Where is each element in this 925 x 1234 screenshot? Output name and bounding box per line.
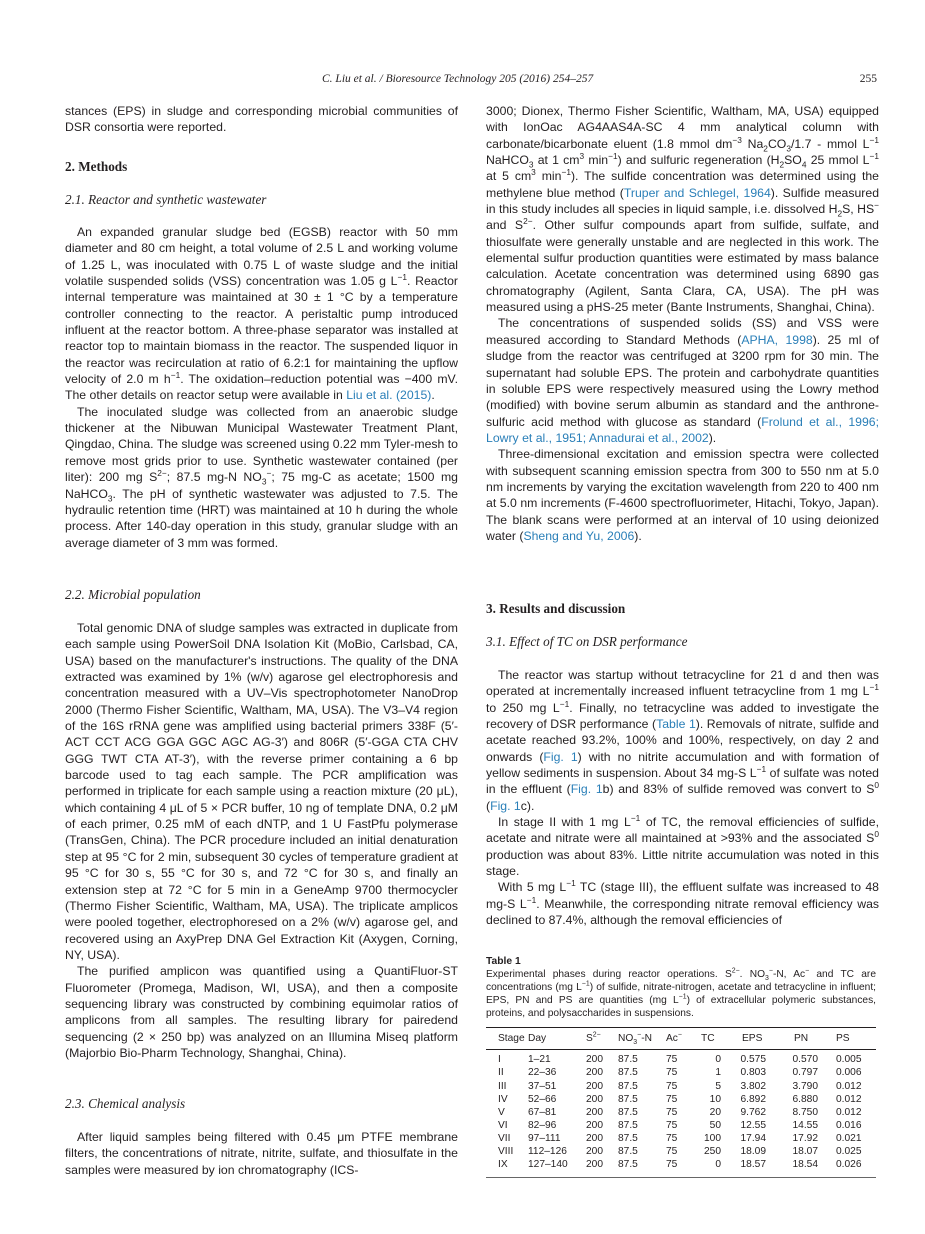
table-row [486, 1049, 876, 1066]
col-header-sulfide: $S^{2-}$ [586, 1031, 601, 1044]
col-header-eps: EPS [742, 1032, 763, 1044]
fig-1-link[interactable]: Fig. 1 [543, 749, 578, 764]
cell-no3: 87.5 [618, 1146, 638, 1158]
cell-ac: 75 [666, 1080, 678, 1092]
cell-no3: 87.5 [618, 1080, 638, 1092]
fig-1c-link[interactable]: Fig. 1 [490, 798, 521, 813]
intro-continuation: stances (EPS) in sludge and corresponding microbial communities of DSR consortia were reported. [65, 104, 458, 135]
cell-s: 200 [586, 1119, 603, 1131]
cell-ac: 75 [666, 1106, 678, 1118]
cell-no3: 87.5 [618, 1119, 638, 1131]
table-row [486, 1145, 876, 1158]
cell-ps: 0.016 [836, 1119, 862, 1131]
cell-pn: 3.790 [792, 1080, 818, 1092]
cell-ps: 0.012 [836, 1106, 862, 1118]
subsection-2-2 [65, 587, 458, 603]
cell-no3: 87.5 [618, 1106, 638, 1118]
cell-ac: 75 [666, 1119, 678, 1131]
table-1-data [486, 1028, 876, 1171]
paragraph-reactor-startup: The reactor was startup without tetracycline for 21 d and then was operated at incrementally increased influent tetracycline from 1 mg $L^{-1}$ to 250 mg $L^{-1}$. Finally, no tetracycline was added to investigate the recovery of DSR performance (Table 1). Removals of nitrate, sulfide and acetate reached 93.2%, 100% and 100%, respectively, on day 2 and onwards (Fig. 1) with no nitrite accumulation and with formation of yellow sediments in suspension. About 34 mg-S $L^{-1}$ of sulfate was noted in the effluent (Fig. 1b) and 83% of sulfide removed was convert to $S^0$ (Fig. 1c). [486, 668, 880, 813]
table-row [486, 1066, 876, 1079]
cell-no3: 87.5 [618, 1132, 638, 1144]
table-title: Table 1 [486, 956, 521, 967]
col-header-day: Day [528, 1032, 547, 1044]
table-row [486, 1158, 876, 1171]
citation-link-frolund-lowry-annadurai[interactable]: Frolund et al., 1996; Lowry et al., 1951; Annadurai et al., 2002 [486, 414, 879, 445]
paragraph-chemical-analysis: After liquid samples being filtered with 0.45 μm PTFE membrane filters, the concentrations of nitrate, nitrite, sulfate, and thiosulfate in the samples were measured by ion chromatography (ICS- [65, 1130, 458, 1177]
table-caption: Experimental phases during reactor operations. $S^{2-}$. $NO_3^--N$, Ac− and TC are concentrations (mg $L^{-1}$) of sulfide, nitrate-nitrogen, acetate and tetracycline in influent; EPS, PN and PS are quantities (mg $L^{-1}$) of extracellular polymeric substances, proteins, and polysaccharides in suspensions. [486, 967, 877, 1020]
cell-eps: 12.55 [740, 1119, 766, 1131]
cell-ac: 75 [666, 1093, 678, 1105]
paragraph-suspended-solids: The concentrations of suspended solids (SS) and VSS were measured according to Standard Methods (APHA, 1998). 25 ml of sludge from the reactor was centrifuged at 3200 rpm for 30 min. The supernatant had soluble EPS. The protein and carbohydrate quantities in soluble EPS were respectively measured using the Lowry method (modified) with bovine serum albumin as standard and the anthrone-sulfuric acid method with glucose as standard (Frolund et al., 1996; Lowry et al., 1951; Annadurai et al., 2002). [486, 316, 879, 445]
subsection-heading-2-3: 2.3. Chemical analysis [65, 1096, 186, 1111]
paragraph-stage-ii: In stage II with 1 mg $L^{-1}$ of TC, the removal efficiencies of sulfide, acetate and nitrate were all maintained at >93% and the associated $S^0$ production was about 83%. Little nitrite accumulation was noted in this stage. [486, 813, 879, 879]
cell-day: 52–66 [528, 1093, 557, 1105]
running-header [0, 73, 925, 89]
cell-ac: 75 [666, 1067, 678, 1079]
paragraph-inoculated-sludge: The inoculated sludge was collected from an anaerobic sludge thickener at the Nibuwan Municipal Wastewater Treatment Plant, Qingdao, China. The sludge was screened using 0.22 mm Tyler-mesh to remove most grids prior to use. Synthetic wastewater contained (per liter): 200 mg $S^{2-}$; 87.5 mg-N $NO_3^-$; 75 mg-C as acetate; 1500 mg NaHCO$_3$. The pH of synthetic wastewater was adjusted to 7.5. The hydraulic retention time (HRT) was maintained at 10 h during the whole process. After 140-day operation in this study, granular sludge with an average diameter of 3 mm was formed. [65, 404, 458, 550]
paragraph-eem-spectra: Three-dimensional excitation and emission spectra were collected with subsequent scanning emission spectra from 300 to 550 nm at 5.0 nm increments by varying the excitation wavelength from 220 to 400 nm at 5.0 nm increments (F-4600 spectrofluorimeter, Hitachi, Tokyo, Japan). The blank scans were performed at an interval of 10 using deionized water (Sheng and Yu, 2006). [486, 447, 879, 543]
cell-stage: I [498, 1054, 501, 1066]
cell-ac: 75 [666, 1132, 678, 1144]
cell-tc: 50 [709, 1119, 721, 1131]
cell-s: 200 [586, 1093, 603, 1105]
section-methods [65, 159, 458, 175]
paragraph-sequencing: The purified amplicon was quantified using a QuantiFluor-ST Fluorometer (Promega, Madison, WI, USA), and then a composite sequencing library was constructed by combining equimolar ratios of amplicons from all samples. The resulting library for pairedend sequencing (2 × 250 bp) was analyzed on an Illumina Miseq platform (Majorbio Bio-Pharm Technology, Shanghai, China). [65, 964, 458, 1060]
cell-pn: 0.797 [792, 1067, 818, 1079]
col-header-ps: PS [836, 1032, 850, 1044]
cell-tc: 5 [715, 1080, 721, 1092]
cell-ac: 75 [666, 1159, 678, 1171]
subsection-2-1-body [65, 224, 458, 551]
cell-stage: VI [498, 1119, 508, 1131]
cell-eps: 6.892 [740, 1093, 766, 1105]
col-header-tc: TC [701, 1032, 715, 1044]
subsection-2-3 [65, 1096, 458, 1112]
cell-stage: VIII [498, 1146, 514, 1158]
cell-no3: 87.5 [618, 1093, 638, 1105]
table-1-link[interactable]: Table 1 [656, 717, 696, 732]
chemical-analysis-continued [486, 103, 879, 544]
cell-ps: 0.005 [836, 1054, 862, 1066]
citation-link-liu-2015[interactable]: Liu et al. (2015) [346, 388, 432, 403]
journal-citation: C. Liu et al. / Bioresource Technology 205 (2016) 254–257 [322, 73, 594, 85]
section-heading-results: 3. Results and discussion [486, 601, 626, 616]
cell-eps: 17.94 [740, 1132, 766, 1144]
cell-no3: 87.5 [618, 1159, 638, 1171]
cell-day: 82–96 [528, 1119, 557, 1131]
cell-ps: 0.025 [836, 1146, 862, 1158]
cell-tc: 0 [715, 1054, 721, 1066]
cell-day: 1–21 [528, 1054, 551, 1066]
cell-day: 97–111 [528, 1132, 561, 1144]
subsection-2-2-body [65, 620, 458, 1061]
cell-stage: IX [498, 1159, 508, 1171]
cell-s: 200 [586, 1106, 603, 1118]
cell-stage: II [498, 1067, 504, 1079]
cell-eps: 9.762 [740, 1106, 766, 1118]
paragraph-ion-chromatography: 3000; Dionex, Thermo Fisher Scientific, Waltham, MA, USA) equipped with IonOac AG4AAS4A-SC 4 mm analytical column with carbonate/bicarbonate eluent (1.8 mmol $dm^{-3}$ $Na_2CO_3/1.7$ - mmol $L^{-1}$ NaHCO$_3$ at 1 $cm^3$ $\min^{-1}$) and sulfuric regeneration ($H_2SO_4$ 25 mmol $L^{-1}$ at 5 $cm^3$ $\min^{-1}$). The sulfide concentration was determined using the methylene blue method (Truper and Schlegel, 1964). Sulfide measured in this study includes all species in liquid sample, i.e. dissolved $H_2S$, HS− and $S^{2-}$. Other sulfur compounds apart from sulfide, sulfate, and thiosulfate were generally unstable and are neglected in this work. The elemental sulfur production quantities were estimated by mass balance calculation. Acetate concentration was determined using 6890 gas chromatography (Agilent, Santa Clara, CA, USA). The pH was measured using a pHS-25 meter (Bante Instruments, Shanghai, China). [486, 104, 880, 315]
cell-ps: 0.021 [836, 1132, 862, 1144]
cell-day: 67–81 [528, 1106, 557, 1118]
cell-no3: 87.5 [618, 1067, 638, 1079]
section-results [486, 601, 879, 617]
cell-day: 22–36 [528, 1067, 557, 1079]
cell-stage: VII [498, 1132, 511, 1144]
cell-eps: 18.57 [740, 1159, 766, 1171]
paragraph-stage-iii: With 5 mg $L^{-1}$ TC (stage III), the effluent sulfate was increased to 48 mg-S $L^{-1}$. Meanwhile, the corresponding nitrate removal efficiency was declined to 87.4%, although the removal efficiencies of [486, 878, 880, 928]
cell-pn: 18.07 [792, 1146, 818, 1158]
cell-s: 200 [586, 1080, 603, 1092]
cell-pn: 6.880 [792, 1093, 818, 1105]
subsection-heading-3-1: 3.1. Effect of TC on DSR performance [486, 634, 688, 649]
cell-tc: 100 [704, 1132, 721, 1144]
col-header-pn: PN [794, 1032, 809, 1044]
cell-s: 200 [586, 1146, 603, 1158]
section-heading-methods: 2. Methods [65, 159, 128, 174]
cell-day: 37–51 [528, 1080, 557, 1092]
col-header-nitrate: $NO_3^--N$ [618, 1031, 652, 1046]
table-header-row [486, 1028, 876, 1048]
cell-eps: 0.575 [740, 1054, 766, 1066]
cell-tc: 1 [715, 1067, 721, 1079]
table-row [486, 1080, 876, 1093]
table-row [486, 1093, 876, 1106]
cell-tc: 0 [715, 1159, 721, 1171]
subsection-3-1-body [486, 667, 879, 929]
cell-s: 200 [586, 1159, 603, 1171]
subsection-heading-2-1: 2.1. Reactor and synthetic wastewater [65, 192, 267, 207]
table-body [486, 1049, 876, 1171]
paragraph-dna-extraction: Total genomic DNA of sludge samples was extracted in duplicate from each sample using PowerSoil DNA Isolation Kit (MoBio, Carlsbad, CA, USA) based on the manufacturer's instructions. The quality of the DNA extracted was examined by 1% (w/v) agarose gel electrophoresis and concentration measured with a UV–Vis spectrophotometer NanoDrop 2000 (Thermo Fisher Scientific, Waltham, MA, USA). The V3–V4 region of the 16S rRNA gene was amplified using bacterial primers 338F (5′-ACT CCT ACG GGA GGC AGC AG-3′) and 806R (5′-GGA CTA CHV GGG TWT CTA AT-3′), with the reverse primer containing a 6 bp barcode used to tag each sample. The PCR amplification was performed in triplicate for each sample using a reaction mixture (20 μL), which containing 4 μL of 5 × PCR buffer, 10 ng of template DNA, 0.2 μM of each primer, 0.25 mM of each dNTP, and 1 U FastPfu polymerase (TransGen, China). The PCR procedure included an initial denaturation step at 95 °C for 2 min, subsequent 30 cycles of temperature gradient at 95 °C for 30 s, 55 °C for 30 s, and 72 °C for 30 s, and finally an extension step at 72 °C for 5 min in a GeneAmp 9700 thermocycler (Thermo Fisher Scientific, Waltham, MA, USA). The triplicate amplicos were pooled together, electrophoresed on a 2% (w/v) agarose gel, and recovered using an AxyPrep DNA Gel Extraction Kit (Axygen, Corning, NY, USA). [65, 621, 458, 962]
cell-pn: 8.750 [792, 1106, 818, 1118]
cell-pn: 0.570 [792, 1054, 818, 1066]
subsection-3-1 [486, 634, 879, 650]
col-header-stage: Stage [498, 1032, 525, 1044]
table-row [486, 1119, 876, 1132]
cell-pn: 17.92 [792, 1132, 818, 1144]
cell-stage: IV [498, 1093, 508, 1105]
cell-no3: 87.5 [618, 1054, 638, 1066]
table-bottom-rule [486, 1177, 876, 1178]
cell-day: 127–140 [528, 1159, 568, 1171]
cell-s: 200 [586, 1054, 603, 1066]
cell-s: 200 [586, 1067, 603, 1079]
cell-stage: III [498, 1080, 507, 1092]
cell-stage: V [498, 1106, 505, 1118]
table-row [486, 1132, 876, 1145]
cell-ps: 0.026 [836, 1159, 862, 1171]
cell-day: 112–126 [528, 1146, 567, 1158]
cell-pn: 14.55 [792, 1119, 818, 1131]
cell-pn: 18.54 [792, 1159, 818, 1171]
paragraph-reactor-setup: An expanded granular sludge bed (EGSB) reactor with 50 mm diameter and 80 cm height, a total volume of 2.5 L and working volume of 1.25 L, was inoculated with 0.75 L of waste sludge and the initial volatile suspended solids (VSS) concentration was 1.05 g $L^{-1}$. Reactor internal temperature was maintained at 30 ± 1 °C by a temperature controller connecting to the reactor. A peristaltic pump introduced influent at the reactor bottom. A three-phase separator was installed at reactor top to maintain biomass in the reactor. The suspended liquor in the reactor was recirculation at ratio of 6.2:1 for maintaining the upflow velocity of 2.0 m $h^{-1}$. The oxidation–reduction potential was −400 mV. The other details on reactor setup were available in Liu et al. (2015). [65, 225, 459, 403]
cell-s: 200 [586, 1132, 603, 1144]
cell-ps: 0.012 [836, 1080, 862, 1092]
cell-eps: 18.09 [740, 1146, 766, 1158]
cell-tc: 20 [709, 1106, 721, 1118]
cell-ac: 75 [666, 1054, 678, 1066]
cell-eps: 3.802 [740, 1080, 766, 1092]
col-header-acetate: Ac− [666, 1031, 682, 1044]
citation-link-apha-1998[interactable]: APHA, 1998 [741, 332, 813, 347]
fig-1b-link[interactable]: Fig. 1 [570, 782, 603, 797]
cell-ac: 75 [666, 1146, 678, 1158]
cell-ps: 0.012 [836, 1093, 862, 1105]
cell-eps: 0.803 [740, 1067, 766, 1079]
citation-link-sheng-yu-2006[interactable]: Sheng and Yu, 2006 [523, 528, 635, 543]
page-number: 255 [859, 73, 877, 85]
subsection-2-3-body [65, 1129, 458, 1178]
subsection-2-1 [65, 192, 458, 208]
citation-link-truper-1964[interactable]: Truper and Schlegel, 1964 [623, 185, 771, 200]
table-1 [486, 955, 876, 1178]
cell-tc: 250 [704, 1146, 721, 1158]
cell-tc: 10 [709, 1093, 721, 1105]
intro-continuation-block [65, 103, 458, 136]
subsection-heading-2-2: 2.2. Microbial population [65, 587, 201, 602]
table-row [486, 1106, 876, 1119]
cell-ps: 0.006 [836, 1067, 862, 1079]
